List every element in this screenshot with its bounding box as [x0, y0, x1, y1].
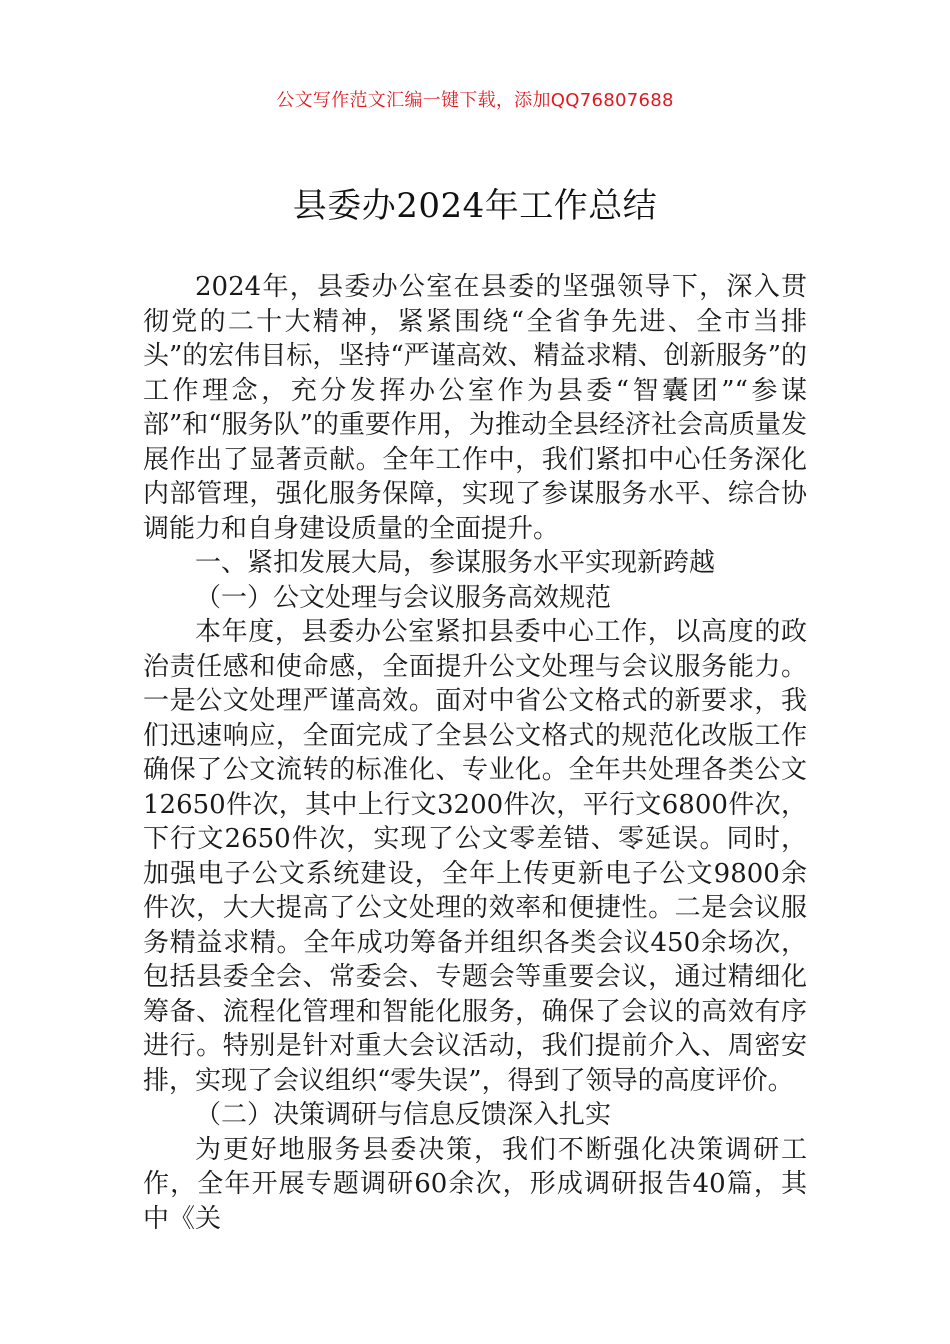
intro-paragraph: 2024年，县委办公室在县委的坚强领导下，深入贯彻党的二十大精神，紧紧围绕“全省争先进、全市当排头”的宏伟目标，坚持“严谨高效、精益求精、创新服务”的工作理念，充分发挥办公室作为县委“智囊团”“参谋部”和“服务队”的重要作用，为推动全县经济社会高质量发展作出了显著贡献。全年工作中，我们紧扣中心任务深化内部管理，强化服务保障，实现了参谋服务水平、综合协调能力和自身建设质量的全面提升。 [143, 272, 807, 544]
section-heading-1: 一、紧扣发展大局，参谋服务水平实现新跨越 [195, 548, 716, 578]
document-body [143, 270, 807, 1236]
subsection-heading-2: （二）决策调研与信息反馈深入扎实 [195, 1100, 612, 1130]
document-title: 县委办2024年工作总结 [292, 186, 658, 226]
body-paragraph: 本年度，县委办公室紧扣县委中心工作，以高度的政治责任感和使命感，全面提升公文处理与会议服务能力。一是公文处理严谨高效。面对中省公文格式的新要求，我们迅速响应，全面完成了全县公文格式的规范化改版工作确保了公文流转的标准化、专业化。全年共处理各类公文12650件次，其中上行文3200件次，平行文6800件次，下行文2650件次，实现了公文零差错、零延误。同时，加强电子公文系统建设，全年上传更新电子公文9800余件次，大大提高了公文处理的效率和便捷性。二是会议服务精益求精。全年成功筹备并组织各类会议450余场次，包括县委全会、常委会、专题会等重要会议，通过精细化筹备、流程化管理和智能化服务，确保了会议的高效有序进行。特别是针对重大会议活动，我们提前介入、周密安排，实现了会议组织“零失误”，得到了领导的高度评价。 [143, 617, 807, 1096]
watermark-text: 公文写作范文汇编一键下载，添加QQ76807688 [276, 90, 674, 111]
subsection-heading-1: （一）公文处理与会议服务高效规范 [195, 582, 612, 613]
body-paragraph: 为更好地服务县委决策，我们不断强化决策调研工作，全年开展专题调研60余次，形成调研报告40篇，其中《关 [143, 1134, 807, 1234]
